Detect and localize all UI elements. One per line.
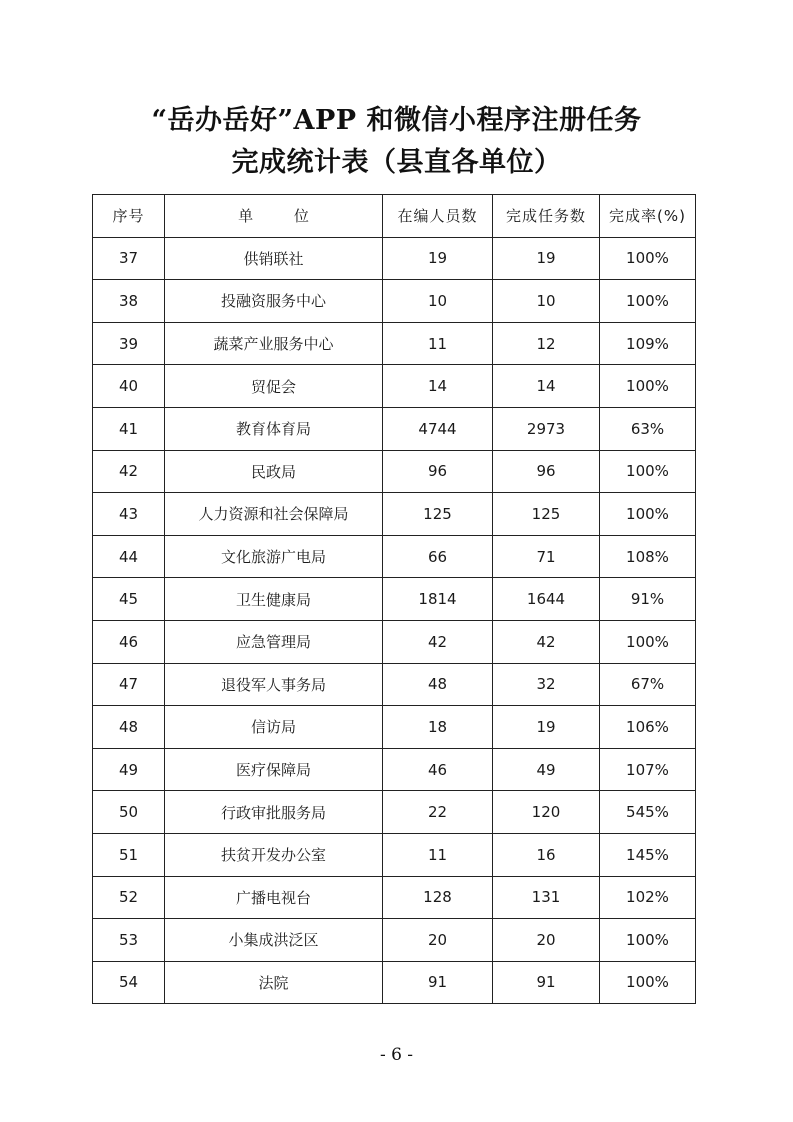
completed-count: 32 [493,663,600,706]
completed-count: 49 [493,748,600,791]
staff-count: 42 [383,620,493,663]
completed-count: 71 [493,535,600,578]
completion-rate: 108% [600,535,696,578]
row-index: 42 [93,450,165,493]
unit-name: 投融资服务中心 [165,280,383,323]
document-title-line-2: 完成统计表（县直各单位） [231,147,562,178]
completion-rate: 100% [600,365,696,408]
staff-count: 11 [383,322,493,365]
staff-count: 11 [383,833,493,876]
row-index: 39 [93,322,165,365]
completion-rate: 100% [600,620,696,663]
unit-name: 广播电视台 [165,876,383,919]
staff-count: 10 [383,280,493,323]
completed-count: 91 [493,961,600,1004]
completed-count: 19 [493,706,600,749]
table-row [93,919,696,962]
unit-name: 文化旅游广电局 [165,535,383,578]
completion-rate: 100% [600,237,696,280]
table-row [93,748,696,791]
unit-name: 蔬菜产业服务中心 [165,322,383,365]
completion-rate: 107% [600,748,696,791]
row-index: 48 [93,706,165,749]
row-index: 47 [93,663,165,706]
row-index: 41 [93,407,165,450]
unit-name: 行政审批服务局 [165,791,383,834]
completed-count: 96 [493,450,600,493]
completed-count: 20 [493,919,600,962]
row-index: 37 [93,237,165,280]
table-row [93,407,696,450]
table-row [93,833,696,876]
table-row [93,578,696,621]
table-row [93,280,696,323]
table-row [93,450,696,493]
unit-name: 教育体育局 [165,407,383,450]
unit-name: 扶贫开发办公室 [165,833,383,876]
staff-count: 19 [383,237,493,280]
unit-name: 卫生健康局 [165,578,383,621]
staff-count: 22 [383,791,493,834]
unit-name: 供销联社 [165,237,383,280]
table-row [93,322,696,365]
unit-name: 退役军人事务局 [165,663,383,706]
header-unit: 单 位 [165,195,383,238]
completed-count: 1644 [493,578,600,621]
unit-name: 贸促会 [165,365,383,408]
table-row [93,791,696,834]
row-index: 43 [93,493,165,536]
completed-count: 120 [493,791,600,834]
completion-rate: 100% [600,280,696,323]
staff-count: 14 [383,365,493,408]
header-completion-rate: 完成率(%) [600,195,696,238]
staff-count: 20 [383,919,493,962]
table-row [93,365,696,408]
completed-count: 2973 [493,407,600,450]
table-row [93,535,696,578]
staff-count: 91 [383,961,493,1004]
completed-count: 125 [493,493,600,536]
row-index: 49 [93,748,165,791]
unit-name: 民政局 [165,450,383,493]
completion-rate: 109% [600,322,696,365]
unit-name: 信访局 [165,706,383,749]
header-staff-count: 在编人员数 [383,195,493,238]
row-index: 53 [93,919,165,962]
registration-stats-table [92,194,696,1004]
staff-count: 1814 [383,578,493,621]
unit-name: 医疗保障局 [165,748,383,791]
row-index: 40 [93,365,165,408]
staff-count: 66 [383,535,493,578]
row-index: 38 [93,280,165,323]
completed-count: 42 [493,620,600,663]
completion-rate: 100% [600,493,696,536]
staff-count: 18 [383,706,493,749]
header-index: 序号 [93,195,165,238]
row-index: 45 [93,578,165,621]
row-index: 46 [93,620,165,663]
completion-rate: 145% [600,833,696,876]
completion-rate: 102% [600,876,696,919]
completed-count: 12 [493,322,600,365]
completion-rate: 91% [600,578,696,621]
staff-count: 128 [383,876,493,919]
completion-rate: 67% [600,663,696,706]
table-row [93,620,696,663]
completion-rate: 100% [600,450,696,493]
table-row [93,876,696,919]
completion-rate: 106% [600,706,696,749]
completed-count: 14 [493,365,600,408]
table-row [93,961,696,1004]
unit-name: 应急管理局 [165,620,383,663]
staff-count: 125 [383,493,493,536]
unit-name: 法院 [165,961,383,1004]
completed-count: 16 [493,833,600,876]
completion-rate: 100% [600,961,696,1004]
row-index: 44 [93,535,165,578]
staff-count: 4744 [383,407,493,450]
table-header-row [93,195,696,238]
unit-name: 小集成洪泛区 [165,919,383,962]
page-number: - 6 - [379,1045,414,1065]
table-row [93,237,696,280]
staff-count: 48 [383,663,493,706]
header-completed-count: 完成任务数 [493,195,600,238]
document-title-line-1: “岳办岳好”APP 和微信小程序注册任务 [151,105,642,136]
completion-rate: 545% [600,791,696,834]
staff-count: 46 [383,748,493,791]
completion-rate: 100% [600,919,696,962]
row-index: 54 [93,961,165,1004]
completed-count: 19 [493,237,600,280]
completed-count: 10 [493,280,600,323]
row-index: 51 [93,833,165,876]
completion-rate: 63% [600,407,696,450]
staff-count: 96 [383,450,493,493]
table-row [93,493,696,536]
table-row [93,706,696,749]
unit-name: 人力资源和社会保障局 [165,493,383,536]
table-body [93,237,696,1004]
table-row [93,663,696,706]
row-index: 50 [93,791,165,834]
completed-count: 131 [493,876,600,919]
row-index: 52 [93,876,165,919]
